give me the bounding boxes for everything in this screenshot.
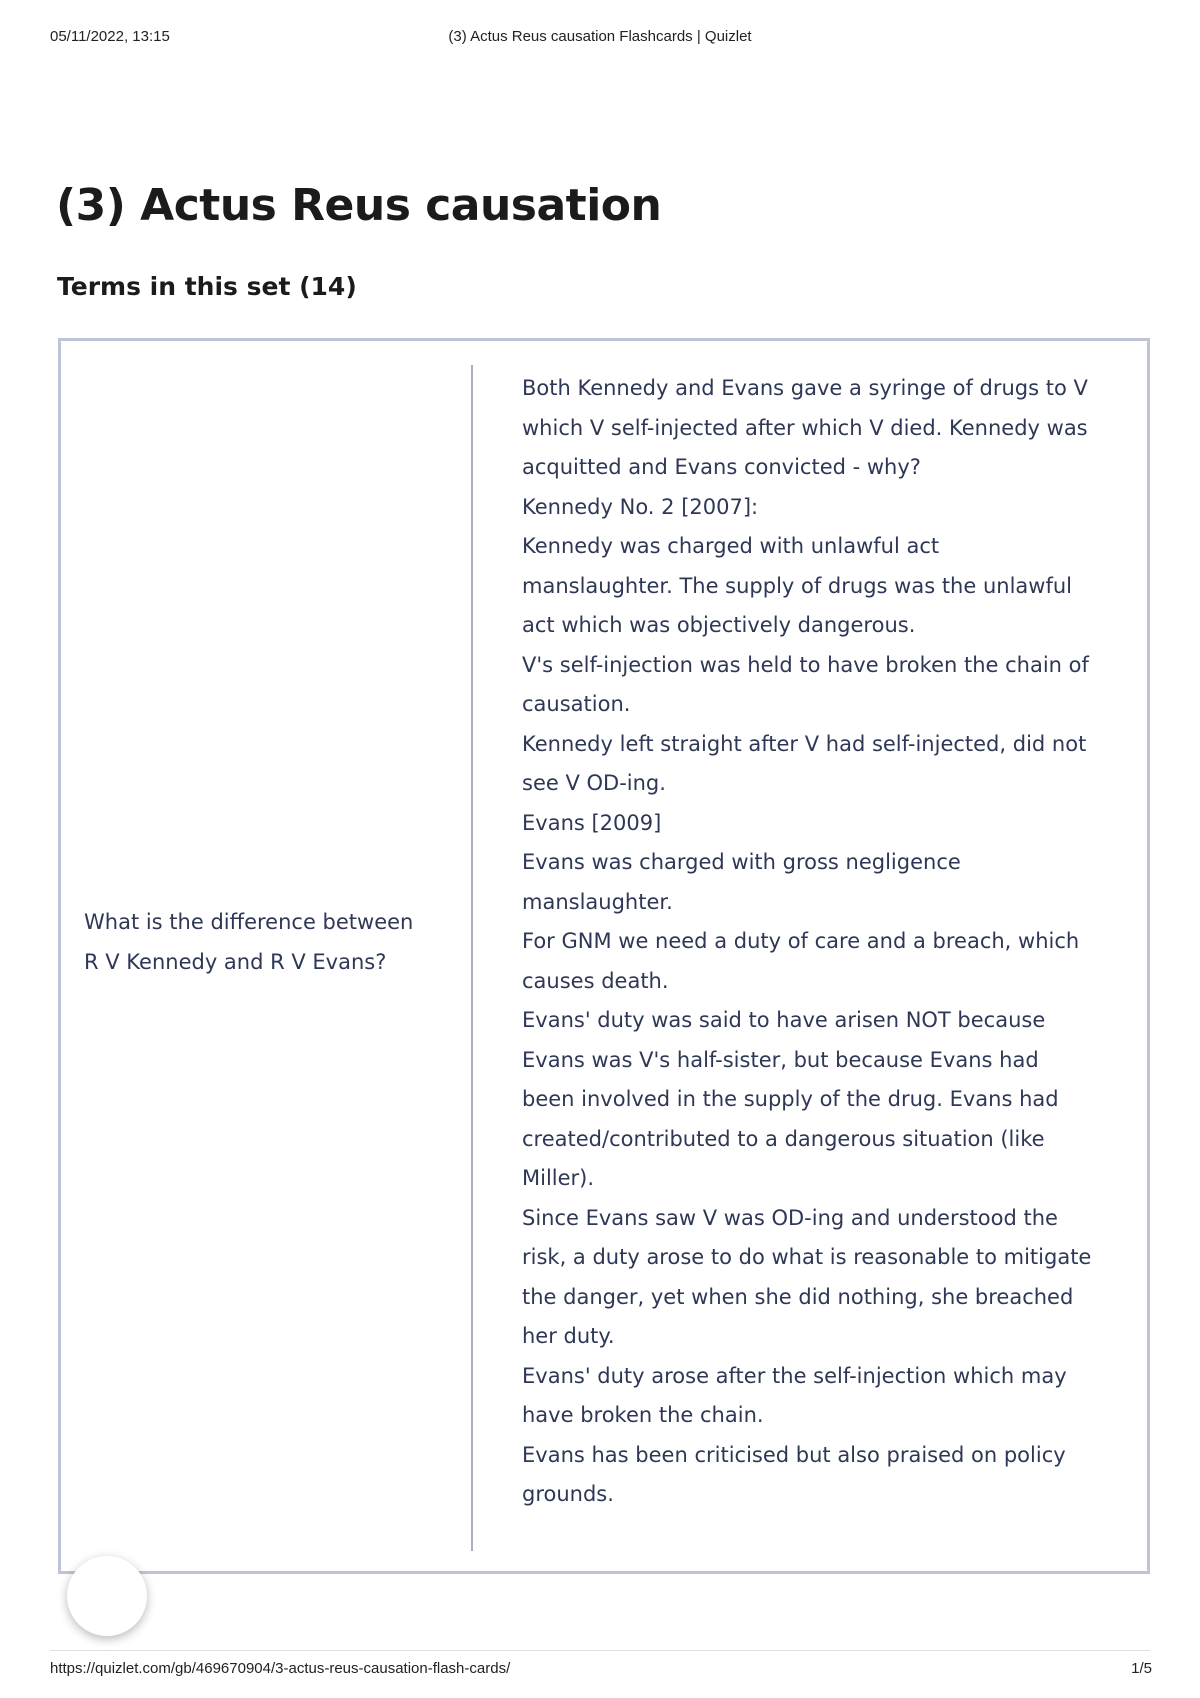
definition-line: Kennedy left straight after V had self-injected, did not see V OD-ing. [522,731,1087,795]
flashcard-term: What is the difference between R V Kennedy and R V Evans? [84,910,414,974]
definition-line: Evans has been criticised but also praised on policy grounds. [522,1442,1066,1506]
definition-line: Evans' duty arose after the self-injection which may have broken the chain. [522,1363,1067,1427]
definition-line: Evans [2009] [522,810,662,835]
definition-line: Evans' duty was said to have arisen NOT because Evans was V's half-sister, but because Evans had been involved in the supply of the drug. Evans had created/contributed to a dangerous situation (like Miller). [522,1008,1059,1190]
print-timestamp: 05/11/2022, 13:15 [50,28,170,45]
definition-line: V's self-injection was held to have broken the chain of causation. [522,652,1089,716]
flashcard-definition [522,369,1092,1515]
definition-line: Both Kennedy and Evans gave a syringe of drugs to V which V self-injected after which V died. Kennedy was acquitted and Evans convicted - why? [522,376,1088,479]
definition-line: Evans was charged with gross negligence manslaughter. [522,850,961,914]
definition-line: Kennedy was charged with unlawful act manslaughter. The supply of drugs was the unlawful act which was objectively dangerous. [522,534,1072,637]
flashcard [58,338,1150,1574]
print-header [0,28,1200,50]
print-document-title: (3) Actus Reus causation Flashcards | Quizlet [448,28,752,45]
flashcard-divider [471,365,473,1551]
definition-line: For GNM we need a duty of care and a breach, which causes death. [522,929,1080,993]
set-title: (3) Actus Reus causation [56,180,662,231]
print-url: https://quizlet.com/gb/469670904/3-actus-reus-causation-flash-cards/ [50,1660,511,1677]
print-footer [0,1660,1200,1682]
terms-heading: Terms in this set (14) [57,272,357,301]
definition-line: Kennedy No. 2 [2007]: [522,494,759,519]
footer-divider [50,1650,1150,1651]
page-number: 1/5 [1131,1660,1152,1677]
floating-action-button[interactable] [67,1556,147,1636]
definition-line: Since Evans saw V was OD-ing and understood the risk, a duty arose to do what is reasonable to mitigate the danger, yet when she did nothing, she breached her duty. [522,1205,1092,1348]
